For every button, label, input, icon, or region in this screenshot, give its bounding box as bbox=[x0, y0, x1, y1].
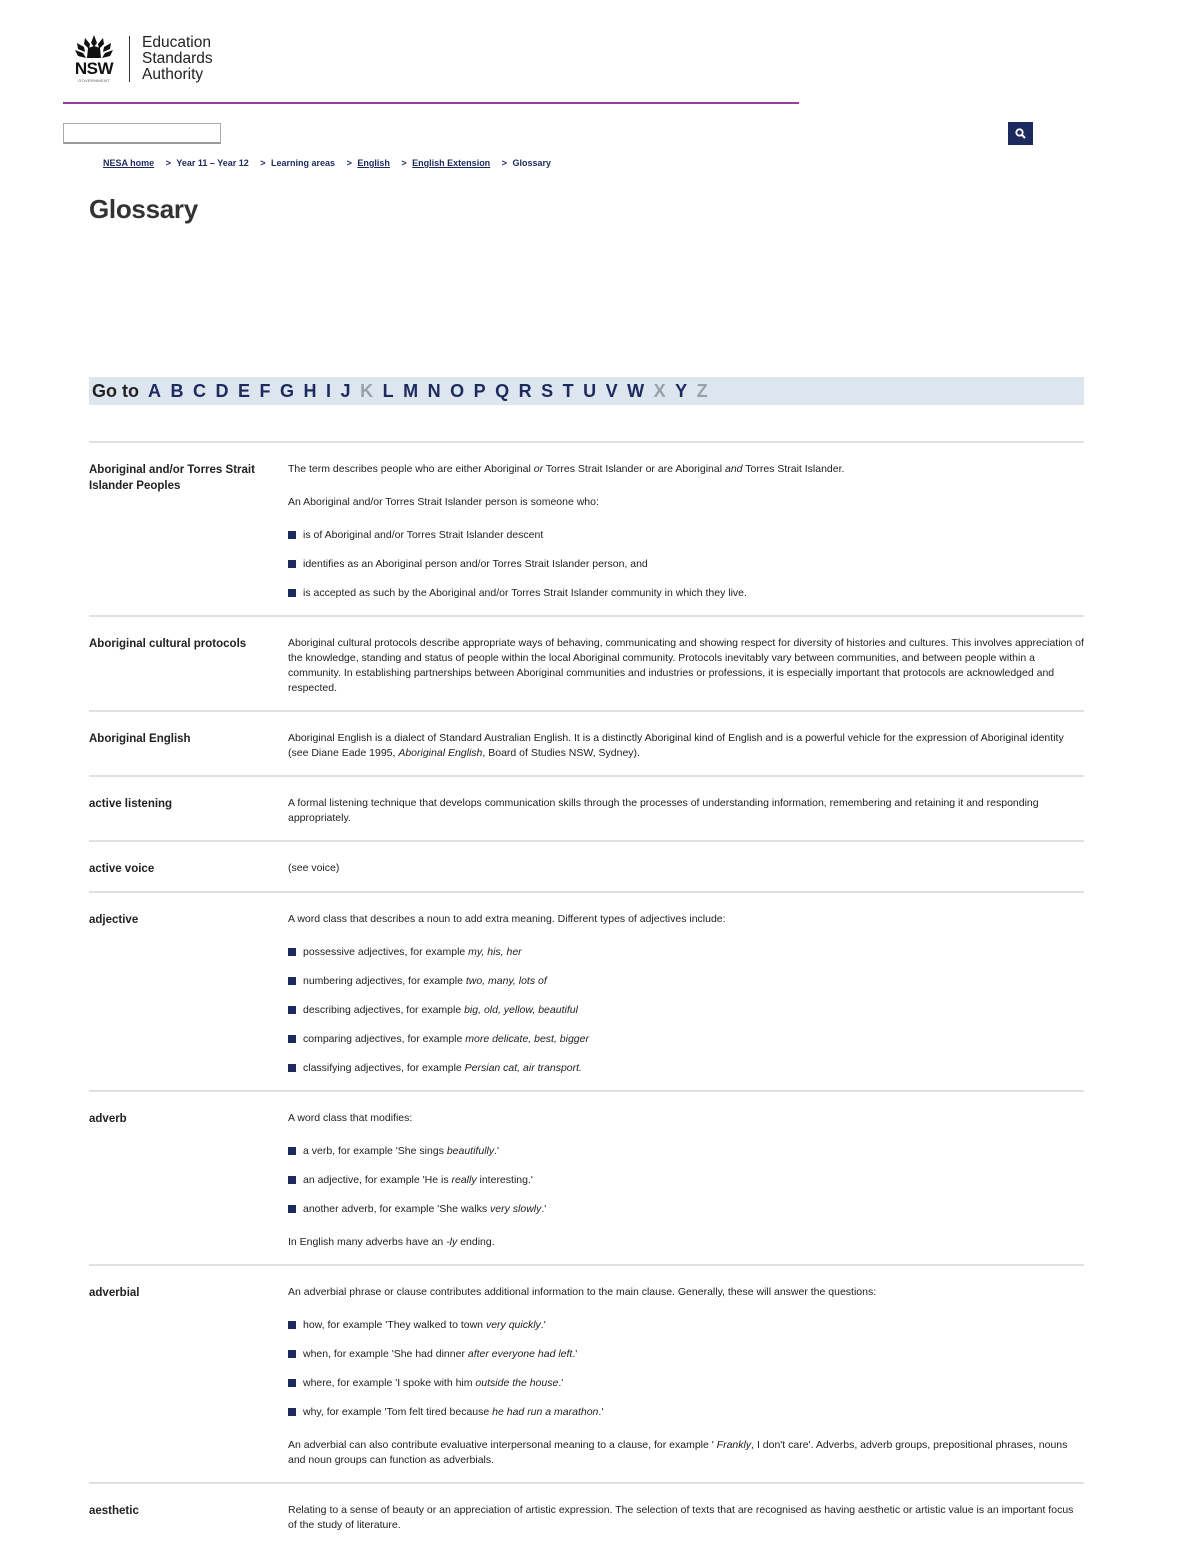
definition-text: .' bbox=[598, 1406, 604, 1418]
az-letter-v[interactable]: V bbox=[605, 380, 618, 401]
list-item bbox=[288, 1376, 1084, 1391]
definition-text: , Board of Studies NSW, Sydney). bbox=[482, 747, 640, 759]
definition-text: A word class that describes a noun to add extra meaning. Different types of adjectives include: bbox=[288, 913, 726, 925]
list-item bbox=[288, 557, 1084, 572]
square-bullet-icon bbox=[288, 531, 296, 539]
list-item bbox=[288, 1061, 1084, 1076]
glossary-definition bbox=[288, 1111, 1084, 1250]
glossary-definition bbox=[288, 912, 1084, 1076]
definition-paragraph bbox=[288, 495, 1084, 510]
definition-paragraph bbox=[288, 1438, 1084, 1468]
definition-list bbox=[288, 945, 1084, 1076]
emphasis-text: beautifully bbox=[446, 1145, 495, 1157]
az-letter-e[interactable]: E bbox=[238, 380, 251, 401]
emphasis-text: big, old, yellow, beautiful bbox=[464, 1004, 578, 1016]
definition-text: , I don't care'. Adverbs, adverb groups, prepositional phrases, nouns and noun groups can function as adverbials. bbox=[288, 1439, 1068, 1466]
definition-text: ending. bbox=[457, 1236, 495, 1248]
breadcrumb-current: Glossary bbox=[512, 158, 552, 168]
definition-text: Torres Strait Islander. bbox=[742, 463, 845, 475]
definition-list bbox=[288, 528, 1084, 601]
emphasis-text: Aboriginal English bbox=[398, 747, 483, 759]
definition-text: .' bbox=[572, 1348, 578, 1360]
definition-paragraph bbox=[288, 636, 1084, 696]
list-item bbox=[288, 974, 1084, 989]
list-item bbox=[288, 1202, 1084, 1217]
search-button[interactable] bbox=[1008, 122, 1033, 145]
glossary-entry bbox=[89, 1264, 1084, 1482]
az-letter-y[interactable]: Y bbox=[675, 380, 688, 401]
breadcrumb bbox=[103, 158, 551, 168]
list-item-text bbox=[303, 528, 543, 543]
a-z-navigation bbox=[89, 377, 1084, 405]
breadcrumb-link[interactable]: NESA home bbox=[103, 158, 155, 168]
definition-text: interesting.' bbox=[476, 1174, 533, 1186]
glossary-definition bbox=[288, 731, 1084, 761]
definition-text: is of Aboriginal and/or Torres Strait Islander descent bbox=[303, 529, 544, 541]
definition-text: possessive adjectives, for example bbox=[303, 946, 469, 958]
az-letter-l[interactable]: L bbox=[382, 380, 394, 401]
authority-line: Education bbox=[142, 33, 211, 51]
square-bullet-icon bbox=[288, 1321, 296, 1329]
definition-text: (see voice) bbox=[288, 862, 340, 874]
definition-text: An Aboriginal and/or Torres Strait Islander person is someone who: bbox=[288, 496, 599, 508]
definition-text: another adverb, for example 'She walks bbox=[303, 1203, 491, 1215]
logo-divider bbox=[129, 36, 130, 82]
square-bullet-icon bbox=[288, 1379, 296, 1387]
page-title: Glossary bbox=[89, 194, 198, 224]
glossary-definition bbox=[288, 636, 1084, 696]
definition-text: Aboriginal English is a dialect of Standard Australian English. It is a distinctly Aboriginal kind of English and is a powerful vehicle for the expression of Aboriginal identity (see Diane Eade 1995, bbox=[288, 732, 1064, 759]
definition-paragraph bbox=[288, 731, 1084, 761]
definition-text: where, for example 'I spoke with him bbox=[303, 1377, 476, 1389]
emphasis-text: after everyone had left bbox=[467, 1348, 573, 1360]
az-letter-k: K bbox=[360, 380, 374, 401]
az-letter-o[interactable]: O bbox=[450, 380, 465, 401]
authority-name[interactable] bbox=[142, 35, 213, 83]
definition-paragraph bbox=[288, 796, 1084, 826]
glossary-term: active voice bbox=[89, 863, 155, 875]
government-label: GOVERNMENT bbox=[78, 78, 110, 83]
glossary-term: Aboriginal English bbox=[89, 733, 191, 745]
breadcrumb-link[interactable]: English Extension bbox=[412, 158, 491, 168]
glossary-entry bbox=[89, 775, 1084, 840]
list-item-text bbox=[303, 974, 547, 989]
az-letter-b[interactable]: B bbox=[170, 380, 184, 401]
definition-text: The term describes people who are either Aboriginal bbox=[288, 463, 534, 475]
definition-text: how, for example 'They walked to town bbox=[303, 1319, 486, 1331]
glossary-term: active listening bbox=[89, 798, 173, 810]
emphasis-text: very quickly bbox=[485, 1319, 541, 1331]
square-bullet-icon bbox=[288, 1035, 296, 1043]
glossary-definition bbox=[288, 796, 1084, 826]
definition-text: Relating to a sense of beauty or an appreciation of artistic expression. The selection of texts that are recognised as having aesthetic or artistic value is an important focus of the study of literature. bbox=[288, 1504, 1074, 1531]
glossary-entry bbox=[89, 441, 1084, 615]
glossary-list bbox=[89, 441, 1084, 1547]
definition-text: .' bbox=[558, 1377, 564, 1389]
glossary-term: adverb bbox=[89, 1113, 127, 1125]
definition-text: .' bbox=[494, 1145, 500, 1157]
glossary-term: adjective bbox=[89, 914, 139, 926]
breadcrumb-link[interactable]: Year 11 – Year 12 bbox=[176, 158, 249, 168]
list-item-text bbox=[303, 1144, 499, 1159]
az-letter-m[interactable]: M bbox=[403, 380, 419, 401]
glossary-entry bbox=[89, 1482, 1084, 1547]
list-item-text bbox=[303, 1318, 546, 1333]
square-bullet-icon bbox=[288, 948, 296, 956]
definition-paragraph bbox=[288, 1503, 1084, 1533]
az-letter-z: Z bbox=[696, 380, 708, 401]
emphasis-text: my, his, her bbox=[468, 946, 522, 958]
az-letter-a[interactable]: A bbox=[148, 380, 161, 401]
emphasis-text: more delicate, best, bigger bbox=[465, 1033, 589, 1045]
list-item bbox=[288, 586, 1084, 601]
list-item-text bbox=[303, 1405, 603, 1420]
list-item bbox=[288, 1144, 1084, 1159]
definition-paragraph bbox=[288, 1285, 1084, 1300]
az-letter-w[interactable]: W bbox=[627, 380, 645, 401]
definition-text: classifying adjectives, for example bbox=[303, 1062, 465, 1074]
list-item-text bbox=[303, 1347, 577, 1362]
list-item bbox=[288, 1347, 1084, 1362]
definition-text: In English many adverbs have an bbox=[288, 1236, 447, 1248]
definition-text: why, for example 'Tom felt tired because bbox=[303, 1406, 493, 1418]
az-letter-p[interactable]: P bbox=[473, 380, 486, 401]
emphasis-text: -ly bbox=[446, 1236, 458, 1248]
az-letter-d[interactable]: D bbox=[215, 380, 229, 401]
search-icon bbox=[1015, 128, 1026, 139]
definition-list bbox=[288, 1144, 1084, 1217]
definition-paragraph bbox=[288, 462, 1084, 477]
emphasis-text: Frankly bbox=[716, 1439, 752, 1451]
square-bullet-icon bbox=[288, 1147, 296, 1155]
definition-text: .' bbox=[540, 1319, 546, 1331]
emphasis-text: Persian cat, air transport. bbox=[464, 1062, 582, 1074]
breadcrumb-separator: > bbox=[260, 158, 266, 168]
site-header bbox=[70, 34, 213, 83]
nsw-wordmark: NSW bbox=[74, 59, 114, 78]
az-letter-c[interactable]: C bbox=[193, 380, 206, 401]
emphasis-text: really bbox=[451, 1174, 477, 1186]
breadcrumb-link[interactable]: English bbox=[357, 158, 390, 168]
square-bullet-icon bbox=[288, 589, 296, 597]
list-item-text bbox=[303, 1376, 563, 1391]
definition-text: identifies as an Aboriginal person and/or Torres Strait Islander person, and bbox=[303, 558, 648, 570]
definition-text: An adverbial can also contribute evaluative interpersonal meaning to a clause, for example ' bbox=[288, 1439, 717, 1451]
breadcrumb-separator: > bbox=[165, 158, 171, 168]
glossary-entry bbox=[89, 891, 1084, 1090]
list-item bbox=[288, 1173, 1084, 1188]
definition-text: A word class that modifies: bbox=[288, 1112, 413, 1124]
az-letter-q[interactable]: Q bbox=[495, 380, 510, 401]
list-item bbox=[288, 1032, 1084, 1047]
nsw-government-logo[interactable] bbox=[70, 34, 118, 83]
definition-text: Torres Strait Islander or are Aboriginal bbox=[543, 463, 725, 475]
glossary-term: aesthetic bbox=[89, 1505, 139, 1517]
az-letter-u[interactable]: U bbox=[583, 380, 597, 401]
az-letter-t[interactable]: T bbox=[562, 380, 574, 401]
authority-line: Standards bbox=[142, 49, 213, 67]
square-bullet-icon bbox=[288, 1064, 296, 1072]
az-letter-j[interactable]: J bbox=[340, 380, 351, 401]
definition-paragraph bbox=[288, 1111, 1084, 1126]
emphasis-text: outside the house bbox=[475, 1377, 559, 1389]
list-item bbox=[288, 945, 1084, 960]
az-letter-x: X bbox=[653, 380, 666, 401]
az-letter-s[interactable]: S bbox=[541, 380, 554, 401]
list-item-text bbox=[303, 1003, 578, 1018]
emphasis-text: or bbox=[533, 463, 544, 475]
glossary-definition bbox=[288, 1503, 1084, 1533]
definition-paragraph bbox=[288, 912, 1084, 927]
definition-text: an adjective, for example 'He is bbox=[303, 1174, 452, 1186]
glossary-term: Aboriginal and/or Torres Strait Islander Peoples bbox=[89, 464, 255, 492]
glossary-entry bbox=[89, 1090, 1084, 1264]
list-item bbox=[288, 1003, 1084, 1018]
breadcrumb-link[interactable]: Learning areas bbox=[271, 158, 336, 168]
glossary-term: Aboriginal cultural protocols bbox=[89, 638, 247, 650]
list-item bbox=[288, 528, 1084, 543]
glossary-definition bbox=[288, 861, 1084, 877]
square-bullet-icon bbox=[288, 1408, 296, 1416]
search-input[interactable] bbox=[63, 123, 221, 144]
az-letter-r[interactable]: R bbox=[518, 380, 532, 401]
definition-text: .' bbox=[541, 1203, 547, 1215]
az-letter-g[interactable]: G bbox=[280, 380, 295, 401]
square-bullet-icon bbox=[288, 1006, 296, 1014]
square-bullet-icon bbox=[288, 1350, 296, 1358]
glossary-definition bbox=[288, 462, 1084, 601]
definition-list bbox=[288, 1318, 1084, 1420]
definition-text: comparing adjectives, for example bbox=[303, 1033, 466, 1045]
list-item-text bbox=[303, 945, 522, 960]
az-letter-h[interactable]: H bbox=[303, 380, 317, 401]
definition-paragraph bbox=[288, 1235, 1084, 1250]
definition-paragraph bbox=[288, 861, 1084, 876]
breadcrumb-separator: > bbox=[501, 158, 507, 168]
definition-text: is accepted as such by the Aboriginal and/or Torres Strait Islander community in which they live. bbox=[303, 587, 747, 599]
definition-text: when, for example 'She had dinner bbox=[303, 1348, 468, 1360]
authority-line: Authority bbox=[142, 65, 204, 83]
definition-text: Aboriginal cultural protocols describe appropriate ways of behaving, communicating and showing respect for diversity of histories and cultures. This involves appreciation of the knowledge, standing and status of people within the local Aboriginal community. Protocols inevitably vary between communities, and between people within a community. In establishing partnerships between Aboriginal communities and industries or professions, it is especially important that protocols are acknowledged and respected. bbox=[288, 637, 1084, 694]
list-item-text bbox=[303, 1173, 533, 1188]
emphasis-text: very slowly bbox=[490, 1203, 542, 1215]
az-letter-n[interactable]: N bbox=[427, 380, 441, 401]
definition-text: describing adjectives, for example bbox=[303, 1004, 465, 1016]
breadcrumb-separator: > bbox=[346, 158, 352, 168]
glossary-entry bbox=[89, 615, 1084, 710]
square-bullet-icon bbox=[288, 977, 296, 985]
waratah-icon bbox=[72, 34, 116, 60]
list-item-text bbox=[303, 557, 648, 572]
az-letter-f[interactable]: F bbox=[259, 380, 271, 401]
glossary-entry bbox=[89, 710, 1084, 775]
square-bullet-icon bbox=[288, 1176, 296, 1184]
definition-text: A formal listening technique that develops communication skills through the processes of understanding information, remembering and retaining it and responding appropriately. bbox=[288, 797, 1039, 824]
definition-text: numbering adjectives, for example bbox=[303, 975, 466, 987]
list-item-text bbox=[303, 1202, 546, 1217]
emphasis-text: and bbox=[724, 463, 743, 475]
square-bullet-icon bbox=[288, 560, 296, 568]
glossary-term: adverbial bbox=[89, 1287, 140, 1299]
glossary-definition bbox=[288, 1285, 1084, 1468]
emphasis-text: two, many, lots of bbox=[465, 975, 547, 987]
list-item bbox=[288, 1318, 1084, 1333]
square-bullet-icon bbox=[288, 1205, 296, 1213]
az-label: Go to bbox=[92, 380, 139, 401]
list-item-text bbox=[303, 586, 747, 601]
definition-text: a verb, for example 'She sings bbox=[303, 1145, 447, 1157]
list-item-text bbox=[303, 1061, 582, 1076]
glossary-entry bbox=[89, 840, 1084, 891]
az-letter-i[interactable]: I bbox=[326, 380, 332, 401]
list-item-text bbox=[303, 1032, 589, 1047]
list-item bbox=[288, 1405, 1084, 1420]
definition-text: An adverbial phrase or clause contributes additional information to the main clause. Generally, these will answer the questions: bbox=[288, 1286, 877, 1298]
emphasis-text: he had run a marathon bbox=[492, 1406, 599, 1418]
breadcrumb-separator: > bbox=[401, 158, 407, 168]
header-divider bbox=[63, 102, 799, 104]
